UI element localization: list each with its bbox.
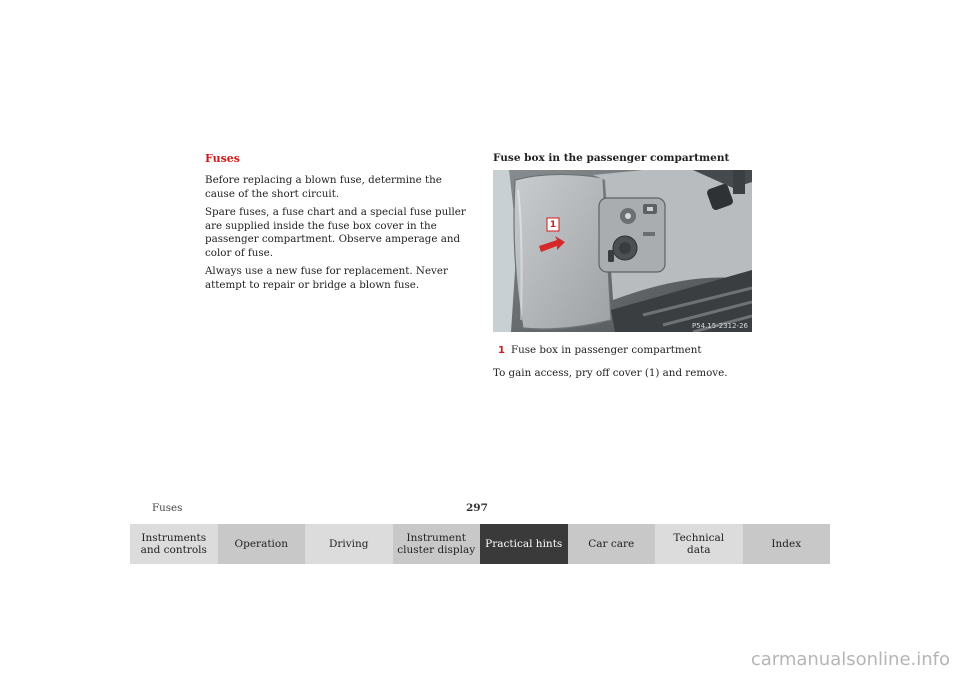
watermark: carmanualsonline.info	[750, 649, 950, 670]
tab-operation[interactable]: Operation	[218, 524, 306, 564]
page-number: 297	[466, 502, 488, 514]
tab-instruments-and-controls[interactable]: Instruments and controls	[130, 524, 218, 564]
section-title: Fuses	[205, 152, 240, 165]
fuse-box-illustration	[493, 170, 752, 332]
tab-car-care[interactable]: Car care	[568, 524, 656, 564]
tab-technical-data[interactable]: Technical data	[655, 524, 743, 564]
footer-section-label: Fuses	[152, 502, 183, 514]
figure-title: Fuse box in the passenger compartment	[493, 152, 730, 164]
access-instructions: To gain access, pry off cover (1) and remove.	[493, 367, 728, 379]
caption-number: 1	[498, 345, 505, 356]
tab-practical-hints[interactable]: Practical hints	[480, 524, 568, 564]
figure-section	[493, 152, 753, 379]
paragraph-replacement: Always use a new fuse for replacement. Never attempt to repair or bridge a blown fuse.	[205, 265, 448, 291]
chapter-navigation	[130, 524, 830, 564]
tab-index[interactable]: Index	[743, 524, 831, 564]
tab-instrument-cluster-display[interactable]: Instrument cluster display	[393, 524, 481, 564]
figure-caption	[493, 344, 753, 356]
callout-marker: 1	[549, 219, 557, 230]
figure-code: P54.15-2312-26	[691, 322, 748, 330]
paragraph-cause: Before replacing a blown fuse, determine the cause of the short circuit.	[205, 174, 442, 200]
caption-text: Fuse box in passenger compartment	[510, 344, 702, 356]
tab-driving[interactable]: Driving	[305, 524, 393, 564]
dashboard-drawing	[493, 170, 752, 332]
fuses-section	[205, 152, 470, 297]
paragraph-spare-fuses: Spare fuses, a fuse chart and a special fuse puller are supplied inside the fuse box cover in the passenger compartment. Observe amperage and color of fuse.	[205, 206, 466, 259]
